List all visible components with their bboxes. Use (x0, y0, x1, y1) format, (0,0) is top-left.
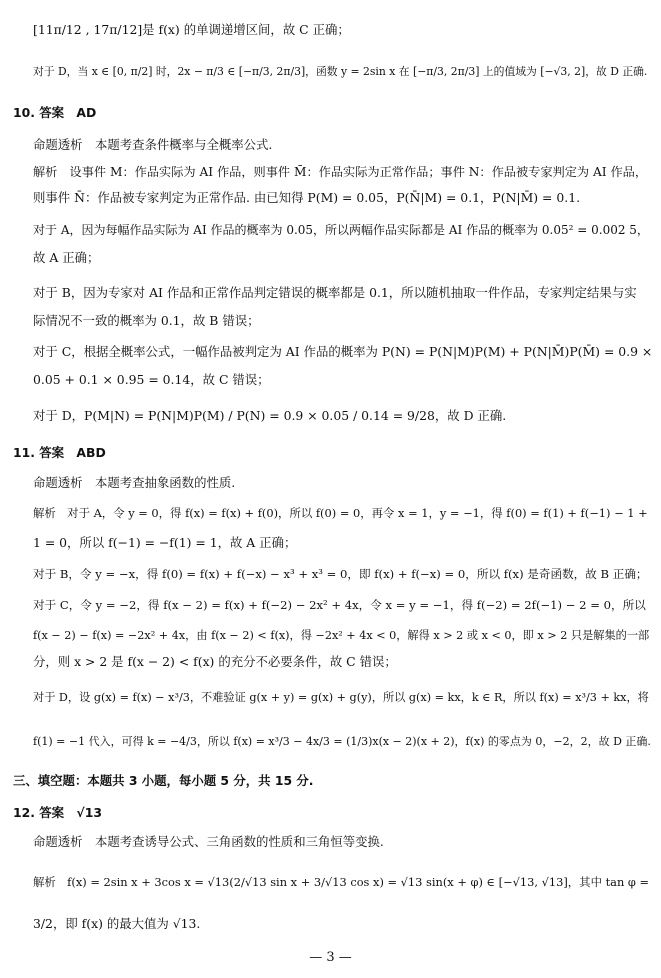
line-7: 故 A 正确； (33, 250, 100, 265)
line-21: f(1) = −1 代入，可得 k = −4/3，所以 f(x) = x³/3 − 4x/3 = (1/3)x(x − 2)(x + 2)，f(x) 的零点为 0，−2，2，故 D 正确. (33, 735, 651, 748)
answer-12: 12. 答案 √13 (13, 805, 102, 820)
line-3: 命题透析 本题考查条件概率与全概率公式. (33, 137, 273, 152)
line-4: 解析 设事件 M：作品实际为 AI 作品，则事件 M̄：作品实际为正常作品；事件 N：作品被专家判定为 AI 作品， (33, 165, 648, 179)
line-16: 对于 B，令 y = −x，得 f(0) = f(x) + f(−x) − x³ + x³ = 0，即 f(x) + f(−x) = 0，所以 f(x) 是奇函数，故 B 正确； (33, 567, 648, 581)
line-9: 际情况不一致的概率为 0.1，故 B 错误； (33, 313, 260, 328)
line-12: 对于 D，P(M|N) = P(N|M)P(M) / P(N) = 0.9 × 0.05 / 0.14 = 9/28，故 D 正确. (33, 408, 507, 423)
line-13: 命题透析 本题考查抽象函数的性质. (33, 475, 236, 490)
line-18: f(x − 2) − f(x) = −2x² + 4x，由 f(x − 2) < f(x)，得 −2x² + 4x < 0，解得 x > 2 或 x < 0，即 x > 2 只是解集的一部 (33, 629, 650, 642)
page-number: — 3 — (309, 950, 352, 965)
line-23: 解析 f(x) = 2sin x + 3cos x = √13(2/√13 sin x + 3/√13 cos x) = √13 sin(x + φ) ∈ [−√13, √13]，其中 tan φ = (33, 875, 650, 889)
line-14: 解析 对于 A，令 y = 0，得 f(x) = f(x) + f(0)，所以 f(0) = 0，再令 x = 1，y = −1，得 f(0) = f(1) + f(−1) − 1 + (33, 506, 648, 520)
line-17: 对于 C，令 y = −2，得 f(x − 2) = f(x) + f(−2) − 2x² + 4x，令 x = y = −1，得 f(−2) = 2f(−1) − 2 = 0，所以 (33, 598, 646, 612)
line-22: 命题透析 本题考查诱导公式、三角函数的性质和三角恒等变换. (33, 834, 384, 849)
line-11: 0.05 + 0.1 × 0.95 = 0.14，故 C 错误； (33, 372, 270, 387)
line-2: 对于 D，当 x ∈ [0, π/2] 时，2x − π/3 ∈ [−π/3, 2π/3]，函数 y = 2sin x 在 [−π/3, 2π/3] 上的值域为 [−√3, 2]，故 D 正确. (33, 65, 648, 78)
line-20: 对于 D，设 g(x) = f(x) − x³/3，不难验证 g(x + y) = g(x) + g(y)，所以 g(x) = kx，k ∈ R，所以 f(x) = x³/3 + kx，将 (33, 691, 649, 704)
answer-10: 10. 答案 AD (13, 105, 97, 120)
line-24: 3/2，即 f(x) 的最大值为 √13. (33, 916, 201, 931)
line-6: 对于 A，因为每幅作品实际为 AI 作品的概率为 0.05，所以两幅作品实际都是 AI 作品的概率为 0.05² = 0.002 5， (33, 223, 649, 237)
line-19: 分，则 x > 2 是 f(x − 2) < f(x) 的充分不必要条件，故 C 错误； (33, 654, 397, 669)
answer-11: 11. 答案 ABD (13, 445, 106, 460)
line-8: 对于 B，因为专家对 AI 作品和正常作品判定错误的概率都是 0.1，所以随机抽取一件作品，专家判定结果与实 (33, 285, 637, 300)
line-5: 则事件 N̄：作品被专家判定为正常作品. 由已知得 P(M) = 0.05，P(N̄|M) = 0.1，P(N|M̄) = 0.1. (33, 190, 581, 205)
section-heading: 三、填空题：本题共 3 小题，每小题 5 分，共 15 分. (13, 773, 314, 788)
line-10: 对于 C，根据全概率公式，一幅作品被判定为 AI 作品的概率为 P(N) = P(N|M)P(M) + P(N|M̄)P(M̄) = 0.9 × (33, 344, 653, 359)
line-15: 1 = 0，所以 f(−1) = −f(1) = 1，故 A 正确； (33, 535, 297, 550)
line-1: [11π/12 , 17π/12]是 f(x) 的单调递增区间，故 C 正确； (33, 22, 350, 37)
